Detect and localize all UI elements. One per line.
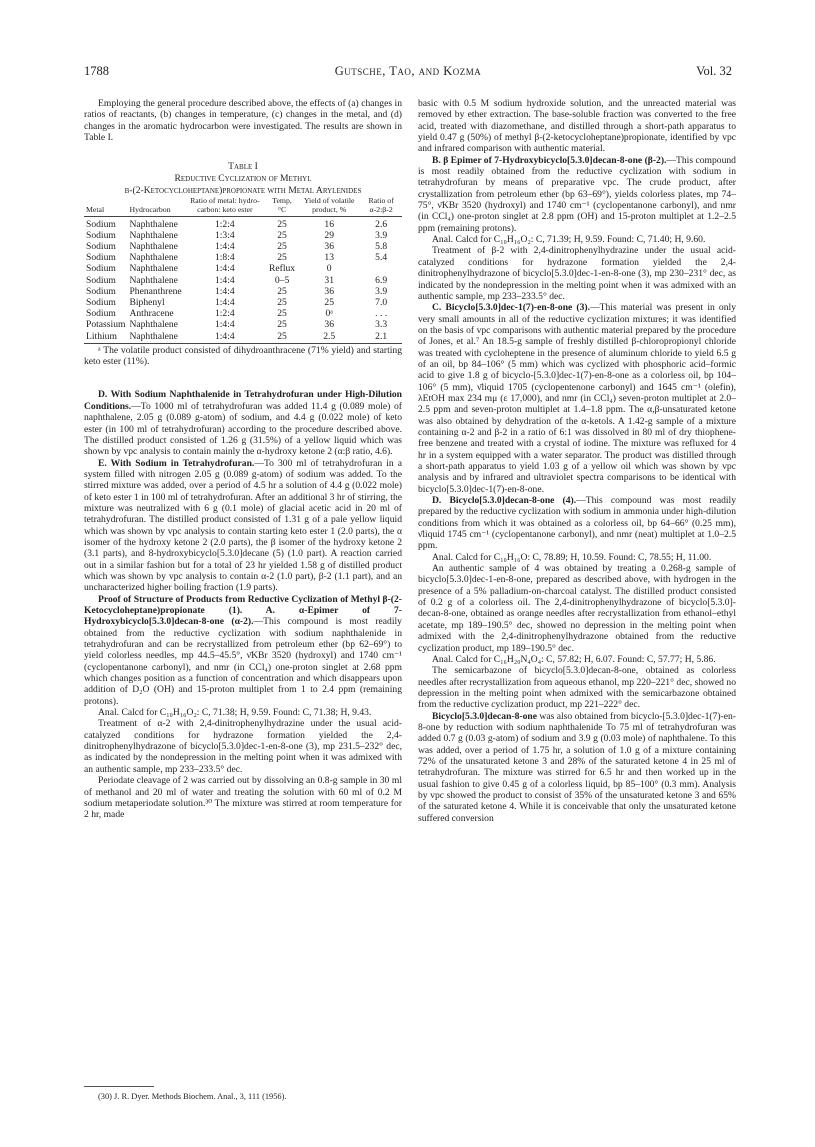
table-cell: Sodium bbox=[86, 240, 116, 252]
table-cell: Naphthalene bbox=[129, 229, 178, 241]
table-cell: 1:8:4 bbox=[214, 252, 235, 264]
semicarbazone-paragraph: The semicarbazone of bicyclo[5.3.0]decan-8-one, obtained as colorless needles after recrystallization from aqueous ethanol, mp 220–221° dec, showed no depression in the melting point when admixed with the semicarbazone obtained from the reductive cyclization product, mp 221–222° dec. bbox=[418, 665, 736, 711]
volume-label: Vol. 32 bbox=[696, 64, 732, 78]
table-cell: 36 bbox=[324, 240, 334, 252]
table-cell: 0–5 bbox=[274, 274, 290, 286]
final-paragraph bbox=[418, 711, 736, 824]
table-cell bbox=[360, 263, 402, 274]
running-title: Gutsche, Tao, and Kozma bbox=[334, 64, 482, 78]
section-b-heading: B. β Epimer of 7-Hydroxybicyclo[5.3.0]decan-8-one (β-2). bbox=[432, 154, 667, 166]
table-cell: 1:4:4 bbox=[184, 331, 266, 344]
table-label: Table I bbox=[228, 161, 258, 173]
table-cell: Anthracene bbox=[129, 308, 174, 320]
section-d-paragraph bbox=[84, 389, 402, 457]
table-cell: 25 bbox=[277, 296, 287, 308]
table-cell: 0ᵃ bbox=[325, 308, 333, 320]
section-d2-body: —This compound was most readily prepared by the reductive cyclization with sodium in ammonia under high-dilution conditions from which it was obtained as a colorless oil, bp 64–66° (0.25 mm), ν̄liquid 1745 cm⁻¹ (cyclopentanone carbonyl), and nmr (neat) multiplet at 1.0–2.5 ppm. bbox=[418, 495, 736, 552]
intro-paragraph: Employing the general procedure described above, the effects of (a) changes in ratios of reactants, (b) changes in temperature, (c) changes in the metal, and (d) changes in the aromatic hydrocarbon were investigated. The results are shown in Table I. bbox=[84, 98, 402, 144]
table-header-row bbox=[84, 197, 402, 216]
table-cell: 2.5 bbox=[298, 331, 360, 344]
table-cell: 1:4:4 bbox=[214, 274, 235, 286]
table-cell: 5.4 bbox=[375, 252, 388, 264]
table-cell: 25 bbox=[277, 319, 287, 331]
table-cell: . . . bbox=[375, 308, 388, 320]
table-row bbox=[84, 230, 402, 241]
table-row bbox=[84, 275, 402, 286]
table-cell: Sodium bbox=[86, 252, 116, 264]
footnote-rule bbox=[84, 1086, 154, 1087]
table-row bbox=[84, 241, 402, 252]
table-body bbox=[84, 216, 402, 343]
table-cell: Naphthalene bbox=[129, 274, 178, 286]
results-table bbox=[84, 197, 402, 343]
table-cell: Naphthalene bbox=[129, 319, 178, 331]
table-cell: Sodium bbox=[86, 285, 116, 297]
table-cell: 1:2:4 bbox=[214, 308, 235, 320]
table-caption-line-1: Reductive Cyclization of Methyl bbox=[174, 173, 312, 185]
table-cell: 16 bbox=[324, 218, 334, 230]
table-cell: 1:4:4 bbox=[214, 263, 235, 275]
table-cell: 29 bbox=[324, 229, 334, 241]
table-cell: Sodium bbox=[86, 218, 116, 230]
table-cell: 1:4:4 bbox=[214, 319, 235, 331]
table-row bbox=[84, 286, 402, 297]
table-cell: 1:3:4 bbox=[214, 229, 235, 241]
table-cell: 2.1 bbox=[360, 331, 402, 344]
table-cell: Lithium bbox=[84, 331, 127, 344]
table-cell: 25 bbox=[277, 218, 287, 230]
table-cell: 25 bbox=[277, 240, 287, 252]
table-row bbox=[84, 331, 402, 344]
table-header-cell: Hydrocarbon bbox=[127, 197, 183, 216]
page-number: 1788 bbox=[84, 64, 109, 78]
table-row bbox=[84, 252, 402, 263]
table-row bbox=[84, 216, 402, 230]
table-cell: 1:2:4 bbox=[214, 218, 235, 230]
section-b-paragraph bbox=[418, 155, 736, 234]
periodate-paragraph: Periodate cleavage of 2 was carried out by dissolving an 0.8-g sample in 30 ml of methanol and 20 ml of water and treating the solution with 60 ml of 0.2 M sodium metaperiodate solution.³⁰ The mixture was stirred at room temperature for 2 hr, made bbox=[84, 775, 402, 821]
final-body: was also obtained from bicyclo-[5.3.0]dec-1(7)-en-8-one by reduction with sodium naphthalenide To 75 ml of tetrahydrofuran was added 0.7 g (0.03 g-atom) of sodium and 3.9 g (0.03 mole) of naphthalene. To this was added, over a period of 1.75 hr, a solution of 1.0 g of a mixture containing 72% of the unsaturated ketone 3 and 28% of the saturated ketone 4 in 25 ml of tetrahydrofuran. The mixture was stirred for 6.5 hr and then worked up in the usual fashion to give 0.45 g of a colorless liquid, bp 85–100° (0.3 mm). Analysis by vpc showed the product to consist of 35% of the unsaturated ketone 3 and 65% of the saturated ketone 4. While it is conceivable that only the unsaturated ketone suffered conversion bbox=[418, 710, 736, 824]
table-cell: 6.9 bbox=[375, 274, 388, 286]
section-e-body: —To 300 ml of tetrahydrofuran in a system filled with nitrogen 2.05 g (0.089 g-atom) of sodium was added. To the stirred mixture was added, over a period of 4.5 hr a solution of 4.4 g (0.022 mole) of keto ester 1 in 100 ml of tetrahydrofuran. After an additional 3 hr of stirring, the mixture was neutralized with 6 g (0.1 mole) of glacial acetic acid in 20 ml of tetrahydrofuran. The distilled product consisted of 1.31 g of a pale yellow liquid which was shown by vpc analysis to contain starting keto ester 1 (2.0 parts), the α isomer of the hydroxy ketone 2 (2.0 parts), the β isomer of the hydroxy ketone 2 (3.1 parts), and 8-hydroxybicyclo[5.3.0]decane (5) (1.0 part). A reaction carried out in a similar fashion but for a total of 23 hr yielded 1.58 g of distilled product which was shown by vpc analysis to contain α-2 (1.0 part), β-2 (1.1 part), and an uncharacterized higher boiling fraction (1.9 parts). bbox=[84, 457, 402, 594]
table-cell: 31 bbox=[324, 274, 334, 286]
table-row bbox=[84, 263, 402, 274]
table-cell: Sodium bbox=[86, 263, 116, 275]
table-cell: 1:4:4 bbox=[214, 240, 235, 252]
table-cell: Phenanthrene bbox=[129, 285, 182, 297]
table-header-cell: Temp, °C bbox=[266, 197, 298, 216]
running-header bbox=[84, 64, 732, 80]
table-cell: 2.6 bbox=[375, 218, 388, 230]
section-c-body: —This material was present in only very small amounts in all of the reductive cyclization mixtures; it was identified on the basis of vpc comparisons with authentic material prepared by the procedure of Jones, et al.⁷ An 18.5-g sample of freshly distilled β-chloropropionyl chloride was treated with cycloheptene in the presence of aluminum chloride to yield 6.5 g of an oil, bp 84–106° (5 mm) which was cyclized with phosphoric acid–formic acid to give 1.8 g of bicyclo-[5.3.0]dec-1(7)-en-8-one as a colorless oil, bp 104–106° (5 mm), ν̄liquid 1705 (cyclopentenone carbonyl) and 1645 cm⁻¹ (olefin), λEtOH max 234 mμ (ε 17,000), and nmr (in CCl₄) seven-proton multiplet at 2.0–2.5 ppm and seven-proton multiplet at 1.4–1.8 ppm. The α,β-unsaturated ketone was also obtained by dehydration of the α-ketols. A 1.42-g sample of a mixture containing α-2 and β-2 in a ratio of 6:1 was dissolved in 80 ml of dry thiophene-free benzene and treated with a crystal of iodine. The mixture was refluxed for 4 hr in a system equipped with a water separator. The product was distilled through a short-path apparatus to yield 1.03 g of a yellow oil which was shown by vpc analysis and by infrared and ultraviolet spectra comparisons to be identical with bicyclo[5.3.0]dec-1(7)-en-8-one. bbox=[418, 302, 736, 495]
table-cell: 36 bbox=[324, 285, 334, 297]
proof-body: —This compound is most readily obtained from the reductive cyclization with sodium naphthalenide in tetrahydrofuran and can be recrystallized from petroleum ether (bp 62–69°) to yield colorless needles, mp 44.5–45.5°, ν̄KBr 3520 (hydroxyl) and 1740 cm⁻¹ (cyclopentanone carbonyl), and nmr (in CCl₄) one-proton singlet at 2.68 ppm which changes position as a function of concentration and which disappears upon addition of D₂O (OH) and 15-proton multiplet from 1 to 2.4 ppm (remaining protons). bbox=[84, 616, 402, 707]
table-cell: 25 bbox=[277, 308, 287, 320]
table-cell: 7.0 bbox=[375, 296, 388, 308]
table-cell: 0 bbox=[326, 263, 332, 275]
table-cell: 5.8 bbox=[375, 240, 388, 252]
table-cell: Naphthalene bbox=[129, 218, 178, 230]
table-cell: 3.3 bbox=[375, 319, 388, 331]
proof-heading: Proof of Structure of Products from Reductive Cyclization of Methyl β-(2-Ketocycloheptane)propionate (1). A. α-Epimer of 7-Hydroxybicyclo[5.3.0]decan-8-one (α-2). bbox=[84, 593, 402, 628]
left-column bbox=[84, 98, 402, 821]
table-cell: Naphthalene bbox=[129, 252, 178, 264]
table-cell: Sodium bbox=[86, 274, 116, 286]
analysis-2: Anal. Calcd for C₁₀H₁₆O₂: C, 71.39; H, 9.59. Found: C, 71.40; H, 9.60. bbox=[432, 234, 706, 246]
section-c-heading: C. Bicyclo[5.3.0]dec-1(7)-en-8-one (3). bbox=[432, 302, 591, 314]
dnp-paragraph-1: Treatment of α-2 with 2,4-dinitrophenylhydrazine under the usual acid-catalyzed conditions for hydrazone formation yielded the 2,4-dinitrophenylhydrazone of bicyclo[5.3.0]dec-1-en-8-one (3), mp 231.5–232° dec, as indicated by the nondepression in the melting point when it was admixed with an authentic sample, mp 233–233.5° dec. bbox=[84, 718, 402, 775]
table-cell: Biphenyl bbox=[129, 296, 165, 308]
table-caption-line-2: β-(2-Ketocycloheptane)propionate with Metal Arylenides bbox=[124, 185, 362, 197]
table-cell: Naphthalene bbox=[129, 240, 178, 252]
section-d-body: —To 1000 ml of tetrahydrofuran was added 11.4 g (0.089 mole) of naphthalene, 2.05 g (0.089 g-atom) of sodium, and 4.4 g (0.022 mole) of keto ester (in 100 ml of tetrahydrofuran) according to the procedure described above. The distilled product consisted of 1.26 g (31.5%) of a yellow liquid which was shown by vpc analysis to contain mainly the α-hydroxy ketone 2 (α:β ratio, 4.6). bbox=[84, 400, 402, 458]
table-footnote: ᵃ The volatile product consisted of dihydroanthracene (71% yield) and starting keto ester (11%). bbox=[84, 344, 402, 368]
section-d-heading: D. With Sodium Naphthalenide in Tetrahydrofuran under High-Dilution Conditions. bbox=[84, 389, 402, 412]
table-cell: 1:4:4 bbox=[214, 285, 235, 297]
table-row bbox=[84, 319, 402, 330]
table-cell: 25 bbox=[277, 252, 287, 264]
dnp-paragraph-2: Treatment of β-2 with 2,4-dinitrophenylhydrazine under the usual acid-catalyzed conditions for hydrazone formation yielded the 2,4-dinitrophenylhydrazone of bicyclo[5.3.0]dec-1-en-8-one (3), mp 230–231° dec, as indicated by the nondepression in the melting point when it was admixed with an authentic sample, mp 233–233.5° dec. bbox=[418, 245, 736, 302]
section-c-paragraph bbox=[418, 302, 736, 495]
table-cell: Sodium bbox=[86, 296, 116, 308]
table-cell: 3.9 bbox=[375, 285, 388, 297]
authentic-sample-paragraph: An authentic sample of 4 was obtained by treating a 0.268-g sample of bicyclo[5.3.0]dec-1-en-8-one, prepared as described above, with hydrogen in the presence of a 5% palladium-on-charcoal catalyst. The distilled product consisted of 0.2 g of a colorless oil. The 2,4-dinitrophenylhydrazone of bicyclo[5.3.0]-decan-8-one, obtained as orange needles after recrystallization from ethanol–ethyl acetate, mp 189–190.5° dec, showed no depression in the melting point when admixed with the 2,4-dinitrophenylhydrazone obtained from the reductive cyclization product, mp 189–190.5° dec. bbox=[418, 563, 736, 654]
table-cell: 3.9 bbox=[375, 229, 388, 241]
table-cell: 25 bbox=[277, 229, 287, 241]
table-header-cell: Ratio of α-2:β-2 bbox=[360, 197, 402, 216]
table-row bbox=[84, 297, 402, 308]
right-column bbox=[418, 98, 736, 824]
section-d2-paragraph bbox=[418, 495, 736, 552]
table-cell: 25 bbox=[266, 331, 298, 344]
section-b-body: —This compound is most readily obtained from the reductive cyclization with sodium in tetrahydrofuran by means of preparative vpc. The crude product, after crystallization from petroleum ether (bp 63–69°), yields colorless plates, mp 74–75°, ν̄KBr 3520 (hydroxyl) and 1740 cm⁻¹ (cyclopentanone carbonyl), and nmr (in CCl₄) one-proton singlet at 2.8 ppm (OH) and 15-proton multiplet at 1.2–2.5 ppm (remaining protons). bbox=[418, 154, 736, 234]
table-cell: 13 bbox=[324, 252, 334, 264]
table-cell: 36 bbox=[324, 319, 334, 331]
section-d2-heading: D. Bicyclo[5.3.0]decan-8-one (4). bbox=[432, 495, 577, 507]
page-footnote: (30) J. R. Dyer. Methods Biochem. Anal., 3, 111 (1956). bbox=[98, 1092, 287, 1101]
table-cell: Reflux bbox=[268, 263, 296, 275]
table-header-cell: Yield of volatile product, % bbox=[298, 197, 360, 216]
table-cell: Naphthalene bbox=[127, 331, 183, 344]
analysis-3: Anal. Calcd for C₁₀H₁₆O: C, 78.89; H, 10.59. Found: C, 78.55; H, 11.00. bbox=[432, 551, 712, 563]
continued-paragraph: basic with 0.5 M sodium hydroxide solution, and the unreacted material was removed by ether extraction. The base-soluble fraction was converted to the free acid, treated with diazomethane, and distilled through a short-path apparatus to yield 0.47 g (50%) of methyl β-(2-ketocycloheptane)propionate, identified by vpc and infrared comparison with authentic material. bbox=[418, 98, 736, 155]
table-cell: Potassium bbox=[86, 319, 126, 331]
table-header-cell: Metal bbox=[84, 197, 127, 216]
table-cell: Sodium bbox=[86, 229, 116, 241]
analysis-1: Anal. Calcd for C₁₀H₁₆O₂: C, 71.38; H, 9.59. Found: C, 71.38; H, 9.43. bbox=[98, 707, 372, 719]
table-cell: 25 bbox=[277, 285, 287, 297]
table-cell: Sodium bbox=[86, 308, 116, 320]
section-e-heading: E. With Sodium in Tetrahydrofuran. bbox=[98, 457, 255, 469]
table-row bbox=[84, 308, 402, 319]
final-heading: Bicyclo[5.3.0]decan-8-one bbox=[432, 710, 537, 722]
table-cell: 1:4:4 bbox=[214, 296, 235, 308]
table-cell: Naphthalene bbox=[129, 263, 178, 275]
section-e-paragraph bbox=[84, 458, 402, 594]
table-header-cell: Ratio of metal: hydro- carbon: keto ester bbox=[184, 197, 266, 216]
analysis-4: Anal. Calcd for C₁₆H₂₀N₄O₄: C, 57.82; H, 6.07. Found: C, 57.77; H, 5.86. bbox=[432, 653, 716, 665]
proof-paragraph bbox=[84, 594, 402, 707]
table-cell: 25 bbox=[324, 296, 334, 308]
